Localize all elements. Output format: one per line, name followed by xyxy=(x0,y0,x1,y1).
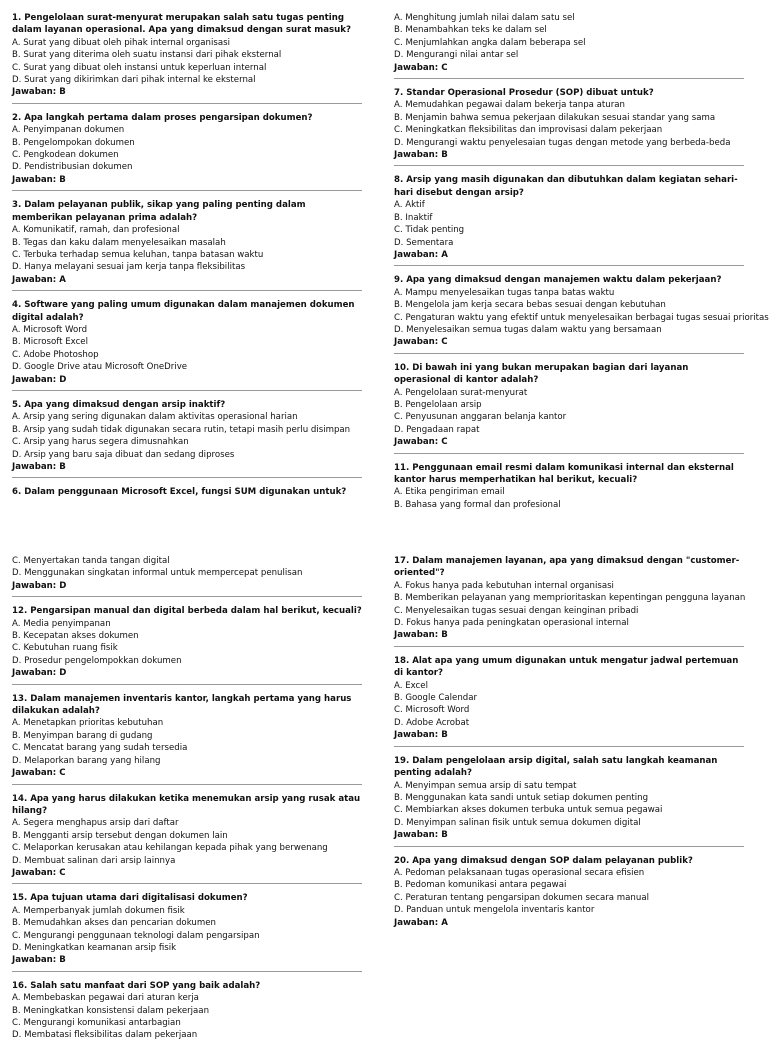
answer-key: Jawaban: C xyxy=(12,768,66,779)
question-16 xyxy=(12,980,362,1046)
top-left-column xyxy=(12,12,362,511)
option-c: C. Membiarkan akses dokumen terbuka untuk semua pegawai xyxy=(394,805,663,816)
option-d: D. Hanya melayani sesuai jam kerja tanpa fleksibilitas xyxy=(12,262,246,273)
question-text: 20. Apa yang dimaksud dengan SOP dalam pelayanan publik? xyxy=(394,855,693,866)
question-2 xyxy=(12,112,362,191)
option-c: C. Penyusunan anggaran belanja kantor xyxy=(394,412,567,423)
answer-key: Jawaban: D xyxy=(12,668,67,679)
option-d: D. Prosedur pengelompokkan dokumen xyxy=(12,655,182,666)
option-d: D. Panduan untuk mengelola inventaris kantor xyxy=(394,905,595,916)
option-a: A. Aktif xyxy=(394,200,425,211)
question-text: 1. Pengelolaan surat-menyurat merupakan salah satu tugas penting dalam layanan operasional. Apa yang dimaksud dengan surat masuk? xyxy=(12,13,351,36)
option-d: D. Mengurangi nilai antar sel xyxy=(394,50,519,61)
question-text: 12. Pengarsipan manual dan digital berbeda dalam hal berikut, kecuali? xyxy=(12,606,362,617)
question-text: 10. Di bawah ini yang bukan merupakan bagian dari layanan operasional di kantor adalah? xyxy=(394,362,689,386)
option-b: B. Menjamin bahwa semua pekerjaan dilakukan sesuai standar yang sama xyxy=(394,112,716,123)
question-4 xyxy=(12,299,362,391)
option-b: B. Google Calendar xyxy=(394,693,478,704)
question-11 xyxy=(394,462,744,516)
option-b: B. Inaktif xyxy=(394,212,433,223)
question-15 xyxy=(12,892,362,971)
question-text: 8. Arsip yang masih digunakan dan dibutuhkan dalam kegiatan sehari-hari disebut dengan arsip? xyxy=(394,175,738,198)
answer-key: Jawaban: B xyxy=(12,87,66,98)
question-6 xyxy=(12,486,362,502)
option-a: A. Arsip yang sering digunakan dalam aktivitas operasional harian xyxy=(12,412,298,423)
option-b: B. Memberikan pelayanan yang memprioritaskan kepentingan pengguna layanan xyxy=(394,593,746,604)
answer-key: Jawaban: C xyxy=(394,337,448,348)
question-5 xyxy=(12,399,362,478)
question-text: 5. Apa yang dimaksud dengan arsip inaktif? xyxy=(12,399,226,410)
question-20 xyxy=(394,855,744,933)
question-9 xyxy=(394,274,769,353)
question-18 xyxy=(394,655,744,747)
option-d: D. Mengurangi waktu penyelesaian tugas dengan metode yang berbeda-beda xyxy=(394,137,731,148)
question-text: 14. Apa yang harus dilakukan ketika menemukan arsip yang rusak atau hilang? xyxy=(12,793,361,816)
question-12 xyxy=(12,605,362,684)
question-text: 17. Dalam manajemen layanan, apa yang dimaksud dengan "customer-oriented"? xyxy=(394,556,740,579)
bottom-right-column xyxy=(394,555,744,941)
option-a: A. Microsoft Word xyxy=(12,324,88,335)
question-text: 11. Penggunaan email resmi dalam komunikasi internal dan eksternal kantor harus memperhatikan hal berikut, kecuali? xyxy=(394,462,734,485)
option-a: A. Media penyimpanan xyxy=(12,618,111,629)
answer-key: Jawaban: D xyxy=(12,374,67,385)
option-d: D. Arsip yang baru saja dibuat dan sedang diproses xyxy=(12,449,235,460)
option-c: C. Kebutuhan ruang fisik xyxy=(12,643,118,654)
option-a: A. Pedoman pelaksanaan tugas operasional secara efisien xyxy=(394,867,645,878)
question-text: 13. Dalam manajemen inventaris kantor, langkah pertama yang harus dilakukan adalah? xyxy=(12,693,352,717)
option-c: C. Tidak penting xyxy=(394,225,465,236)
question-text: 4. Software yang paling umum digunakan dalam manajemen dokumen digital adalah? xyxy=(12,300,355,323)
option-c: C. Mengurangi penggunaan teknologi dalam pengarsipan xyxy=(12,930,260,941)
bottom-left-column xyxy=(12,555,362,1054)
option-d: D. Membuat salinan dari arsip lainnya xyxy=(12,855,176,866)
answer-key: Jawaban: C xyxy=(394,437,448,448)
option-d: D. Sementara xyxy=(394,237,454,248)
option-c: C. Terbuka terhadap semua keluhan, tanpa batasan waktu xyxy=(12,249,264,260)
option-a: A. Excel xyxy=(394,680,428,691)
option-d: D. Meningkatkan keamanan arsip fisik xyxy=(12,942,177,953)
question-17 xyxy=(394,555,744,647)
option-c: C. Peraturan tentang pengarsipan dokumen secara manual xyxy=(394,892,649,903)
option-d: D. Fokus hanya pada peningkatan operasional internal xyxy=(394,618,629,629)
option-d: D. Pengadaan rapat xyxy=(394,424,480,435)
option-a: A. Fokus hanya pada kebutuhan internal organisasi xyxy=(394,580,614,591)
answer-key: Jawaban: D xyxy=(12,580,67,591)
option-c: C. Melaporkan kerusakan atau kehilangan kepada pihak yang berwenang xyxy=(12,843,328,854)
option-d: D. Google Drive atau Microsoft OneDrive xyxy=(12,362,188,373)
question-14 xyxy=(12,793,362,885)
answer-key: Jawaban: A xyxy=(394,917,448,928)
option-c: C. Mencatat barang yang sudah tersedia xyxy=(12,743,188,754)
option-d: D. Menggunakan singkatan informal untuk mempercepat penulisan xyxy=(12,568,303,579)
option-b: B. Menyimpan barang di gudang xyxy=(12,730,153,741)
option-a: A. Menyimpan semua arsip di satu tempat xyxy=(394,780,577,791)
option-b: B. Menggunakan kata sandi untuk setiap dokumen penting xyxy=(394,792,649,803)
question-7 xyxy=(394,87,744,166)
option-d: D. Surat yang dikirimkan dari pihak internal ke eksternal xyxy=(12,75,256,86)
option-d: D. Membatasi fleksibilitas dalam pekerjaan xyxy=(12,1030,198,1041)
answer-key: Jawaban: B xyxy=(394,630,448,641)
option-a: A. Segera menghapus arsip dari daftar xyxy=(12,818,179,829)
question-text: 18. Alat apa yang umum digunakan untuk mengatur jadwal pertemuan di kantor? xyxy=(394,655,739,679)
option-b: B. Meningkatkan konsistensi dalam pekerjaan xyxy=(12,1005,210,1016)
question-text: 16. Salah satu manfaat dari SOP yang baik adalah? xyxy=(12,980,261,991)
question-6-continued xyxy=(394,12,744,79)
option-c: C. Menjumlahkan angka dalam beberapa sel xyxy=(394,37,586,48)
option-a: A. Surat yang dibuat oleh pihak internal organisasi xyxy=(12,37,230,48)
question-8 xyxy=(394,174,744,266)
option-d: D. Menyimpan salinan fisik untuk semua dokumen digital xyxy=(394,817,641,828)
question-10 xyxy=(394,362,744,454)
option-d: D. Adobe Acrobat xyxy=(394,717,470,728)
answer-key: Jawaban: C xyxy=(394,62,448,73)
question-text: 9. Apa yang dimaksud dengan manajemen waktu dalam pekerjaan? xyxy=(394,275,722,286)
option-a: A. Penyimpanan dokumen xyxy=(12,125,125,136)
question-19 xyxy=(394,755,744,847)
option-c: C. Microsoft Word xyxy=(394,705,470,716)
option-c: C. Adobe Photoshop xyxy=(12,349,99,360)
question-3 xyxy=(12,199,362,291)
option-c: C. Surat yang dibuat oleh instansi untuk keperluan internal xyxy=(12,62,267,73)
option-c: C. Pengkodean dokumen xyxy=(12,150,119,161)
question-text: 3. Dalam pelayanan publik, sikap yang paling penting dalam memberikan pelayanan prima adalah? xyxy=(12,200,306,223)
option-a: A. Etika pengiriman email xyxy=(394,487,505,498)
option-c: C. Menyertakan tanda tangan digital xyxy=(12,556,170,566)
option-b: B. Arsip yang sudah tidak digunakan secara rutin, tetapi masih perlu disimpan xyxy=(12,424,351,435)
answer-key: Jawaban: A xyxy=(12,274,66,285)
question-text: 15. Apa tujuan utama dari digitalisasi dokumen? xyxy=(12,893,248,904)
option-a: A. Memudahkan pegawai dalam bekerja tanpa aturan xyxy=(394,100,625,111)
option-b: B. Mengelola jam kerja secara bebas sesuai dengan kebutuhan xyxy=(394,300,666,311)
option-c: C. Arsip yang harus segera dimusnahkan xyxy=(12,437,189,448)
option-b: B. Pengelompokan dokumen xyxy=(12,137,135,148)
question-text: 2. Apa langkah pertama dalam proses pengarsipan dokumen? xyxy=(12,112,313,123)
option-b: B. Pedoman komunikasi antara pegawai xyxy=(394,880,567,891)
question-text: 7. Standar Operasional Prosedur (SOP) dibuat untuk? xyxy=(394,88,654,99)
option-c: C. Meningkatkan fleksibilitas dan improvisasi dalam pekerjaan xyxy=(394,125,663,136)
option-b: B. Kecepatan akses dokumen xyxy=(12,631,139,642)
option-d: D. Menyelesaikan semua tugas dalam waktu yang bersamaan xyxy=(394,324,662,335)
option-b: B. Memudahkan akses dan pencarian dokumen xyxy=(12,918,216,929)
option-c: C. Pengaturan waktu yang efektif untuk menyelesaikan berbagai tugas sesuai prioritas xyxy=(394,312,769,323)
answer-key: Jawaban: B xyxy=(12,174,66,185)
option-d: D. Melaporkan barang yang hilang xyxy=(12,755,161,766)
option-b: B. Pengelolaan arsip xyxy=(394,399,482,410)
question-text: 6. Dalam penggunaan Microsoft Excel, fungsi SUM digunakan untuk? xyxy=(12,487,347,498)
option-a: A. Pengelolaan surat-menyurat xyxy=(394,387,528,398)
answer-key: Jawaban: B xyxy=(394,830,448,841)
answer-key: Jawaban: B xyxy=(394,150,448,161)
option-d: D. Pendistribusian dokumen xyxy=(12,162,133,173)
option-b: B. Bahasa yang formal dan profesional xyxy=(394,499,561,510)
answer-key: Jawaban: B xyxy=(394,730,448,741)
option-a: A. Membebaskan pegawai dari aturan kerja xyxy=(12,993,199,1004)
option-a: A. Mampu menyelesaikan tugas tanpa batas waktu xyxy=(394,287,615,298)
answer-key: Jawaban: C xyxy=(12,867,66,878)
answer-key: Jawaban: A xyxy=(394,249,448,260)
option-a: A. Menetapkan prioritas kebutuhan xyxy=(12,718,164,729)
question-1 xyxy=(12,12,362,104)
option-c: C. Menyelesaikan tugas sesuai dengan keinginan pribadi xyxy=(394,605,639,616)
question-13 xyxy=(12,693,362,785)
option-a: A. Menghitung jumlah nilai dalam satu sel xyxy=(394,13,575,23)
option-b: B. Mengganti arsip tersebut dengan dokumen lain xyxy=(12,830,228,841)
top-page xyxy=(0,12,768,512)
question-text: 19. Dalam pengelolaan arsip digital, salah satu langkah keamanan penting adalah? xyxy=(394,755,718,779)
bottom-page xyxy=(0,555,768,1041)
option-c: C. Mengurangi komunikasi antarbagian xyxy=(12,1018,181,1028)
option-a: A. Memperbanyak jumlah dokumen fisik xyxy=(12,905,185,916)
answer-key: Jawaban: B xyxy=(12,462,66,472)
option-b: B. Menambahkan teks ke dalam sel xyxy=(394,25,547,36)
top-right-column xyxy=(394,12,769,523)
question-11-continued xyxy=(12,555,362,597)
option-b: B. Surat yang diterima oleh suatu instansi dari pihak eksternal xyxy=(12,50,282,61)
option-b: B. Microsoft Excel xyxy=(12,337,88,348)
answer-key: Jawaban: B xyxy=(12,955,66,966)
option-a: A. Komunikatif, ramah, dan profesional xyxy=(12,225,180,236)
option-b: B. Tegas dan kaku dalam menyelesaikan masalah xyxy=(12,237,226,248)
